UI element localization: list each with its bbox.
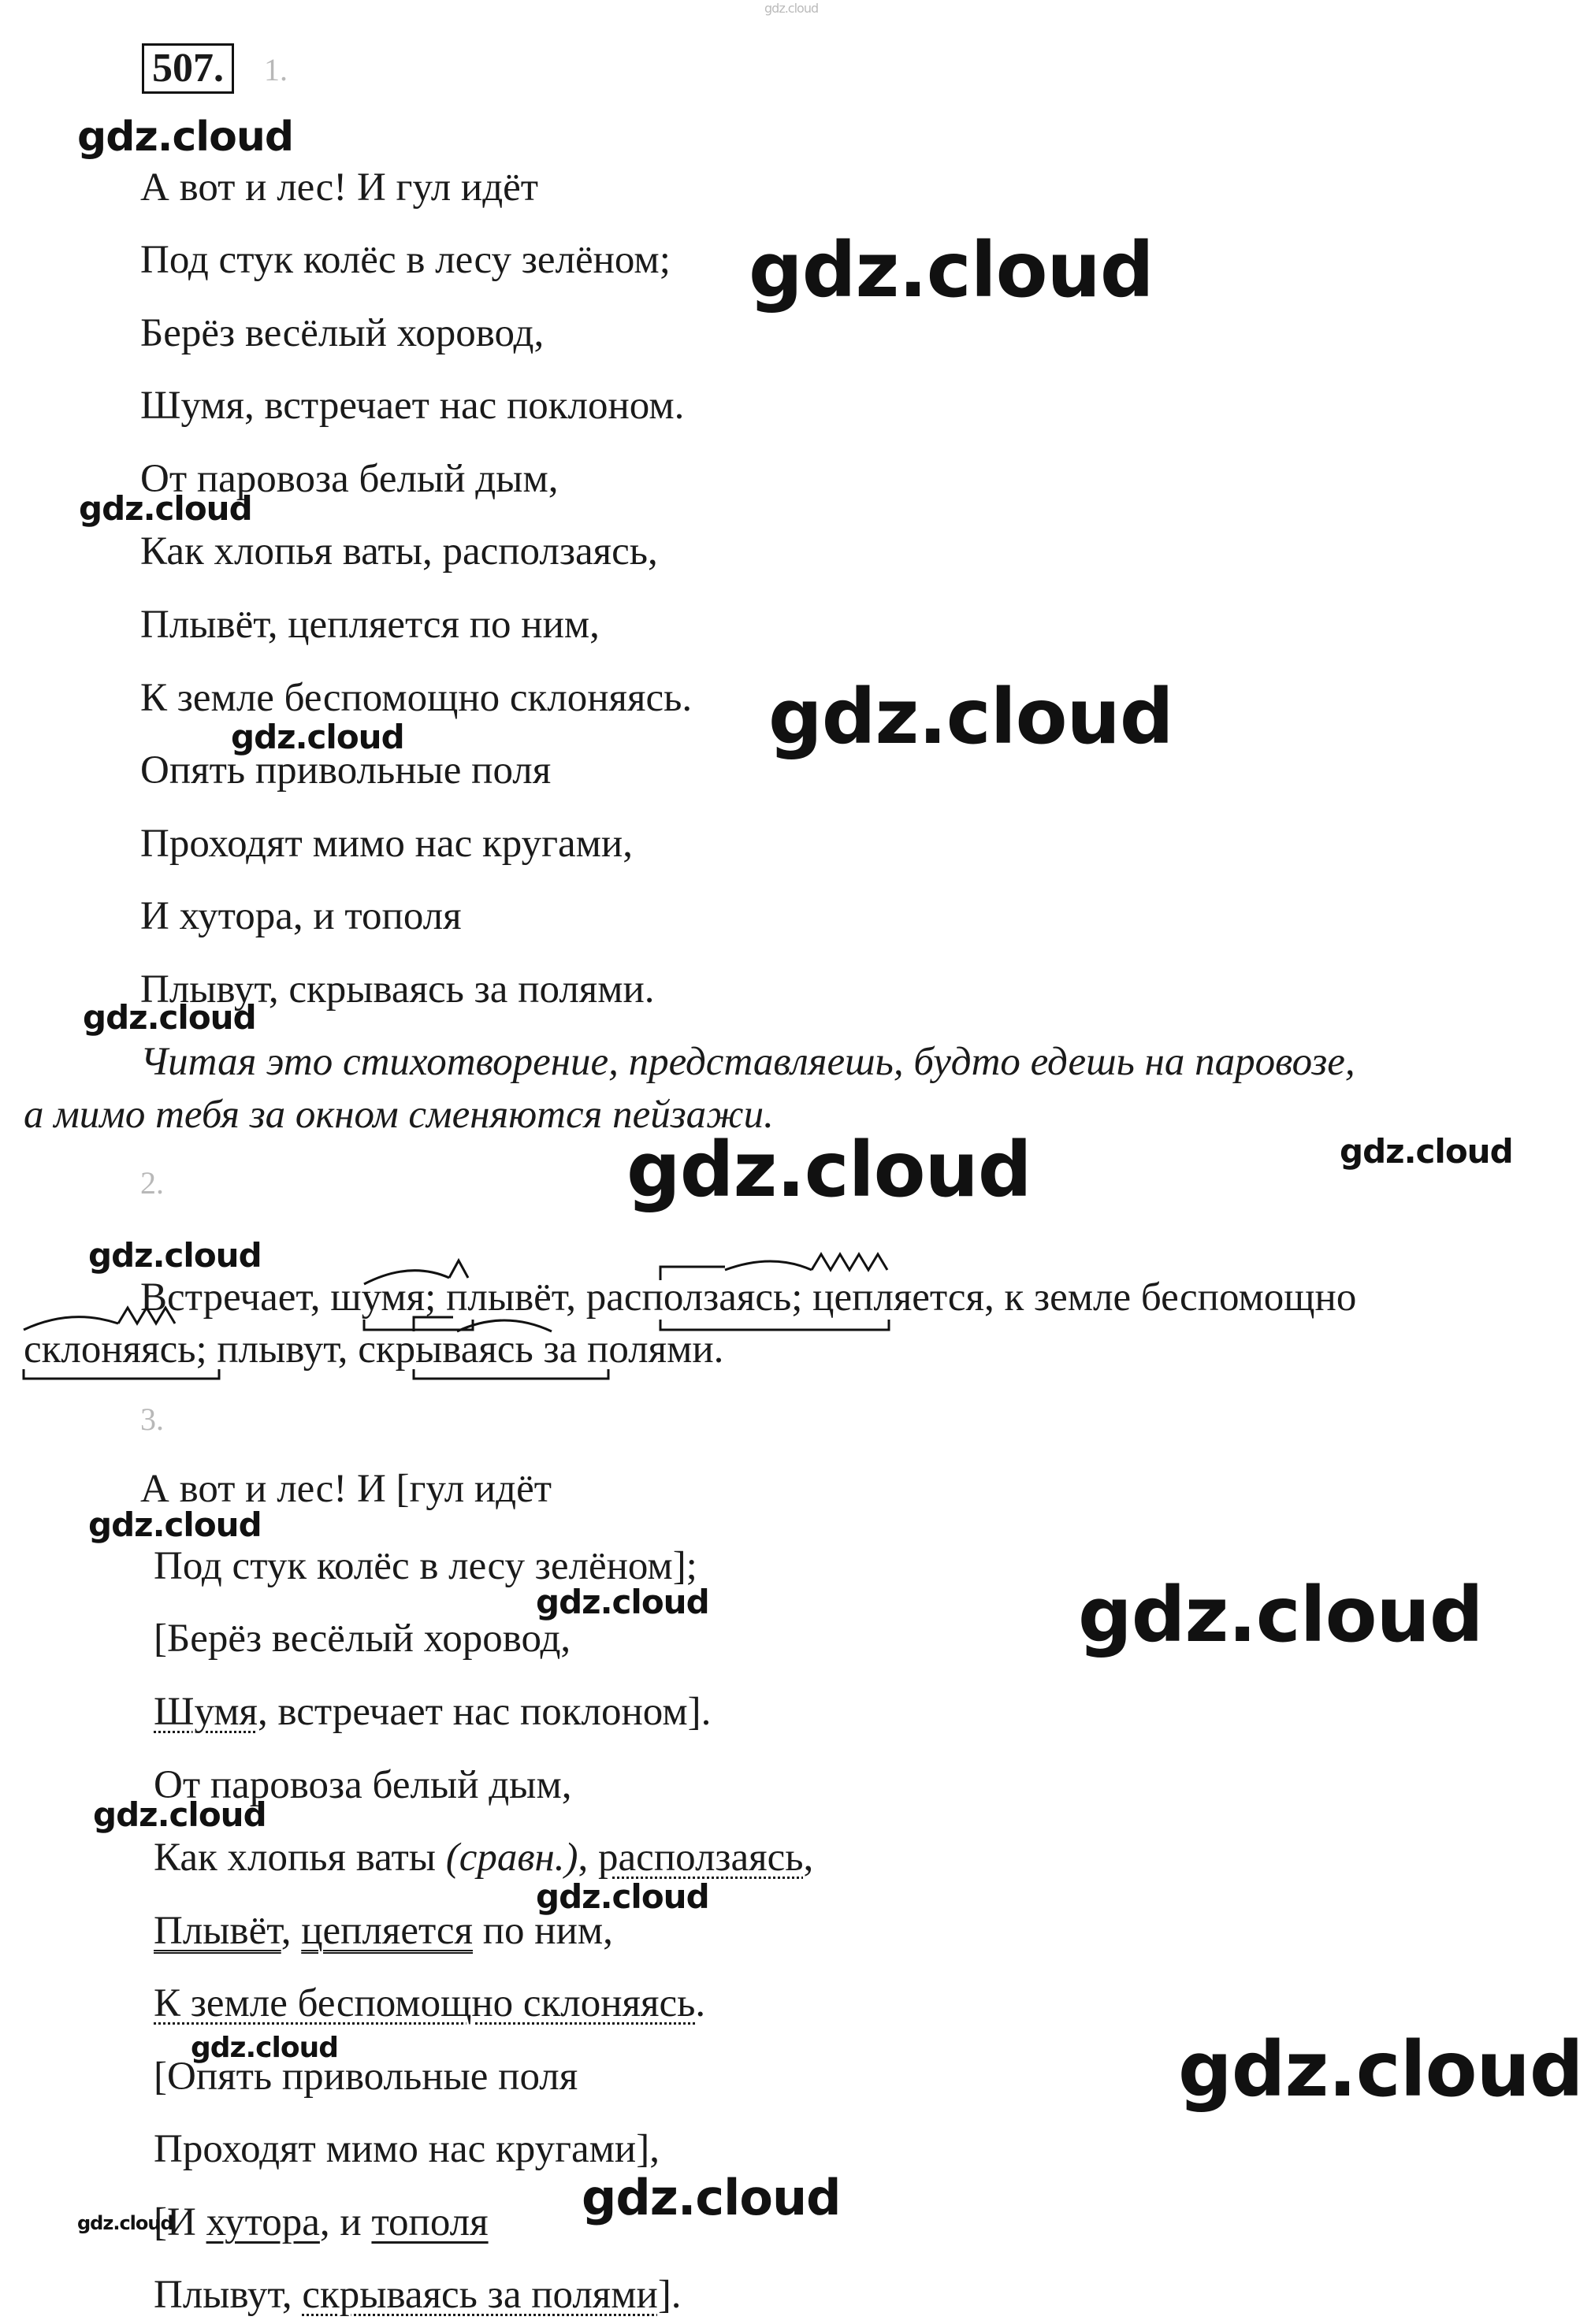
s3-adverbial-participle: расползаясь (598, 1836, 804, 1880)
s2-text: ; плывут, (195, 1327, 359, 1372)
watermark: gdz.cloud (83, 998, 256, 1037)
watermark: gdz.cloud (1078, 1571, 1483, 1659)
s3-line: А вот и лес! И [гул идёт (140, 1467, 552, 1511)
poem-line: Проходят мимо нас кругами, (140, 822, 633, 866)
section-number-2: 2. (140, 1165, 164, 1201)
s3-text: , встречает нас поклоном]. (258, 1690, 712, 1734)
watermark: gdz.cloud (88, 1236, 262, 1275)
s3-text: , и (319, 2200, 372, 2244)
root-arc (364, 1271, 449, 1284)
s3-subject: хутора (206, 2200, 320, 2244)
root-arc (24, 1317, 118, 1330)
s2-participle-raspolzayas: расползаясь (585, 1275, 792, 1320)
s3-line: Под стук колёс в лесу зелёном]; (154, 1544, 697, 1588)
poem-line: Шумя, встречает нас поклоном. (140, 384, 685, 428)
s3-line: Проходят мимо нас кругами], (154, 2127, 660, 2171)
s2-participle-skryvayas: скрываясь (358, 1327, 533, 1372)
s3-line (154, 1980, 705, 2027)
poem-line: Под стук колёс в лесу зелёном; (140, 238, 671, 282)
watermark: gdz.cloud (88, 1505, 262, 1544)
watermark: gdz.cloud (1340, 1132, 1513, 1171)
s3-line (154, 1834, 813, 1881)
s3-text: , (803, 1836, 814, 1880)
s3-comparison-note: (сравн.) (445, 1836, 578, 1880)
suffix-caret (449, 1260, 468, 1278)
poem-line: К земле беспомощно склоняясь. (140, 676, 693, 720)
s3-text: , (578, 1836, 599, 1880)
poem-line: Берёз весёлый хоровод, (140, 311, 545, 355)
s3-line: [Опять привольные поля (154, 2055, 578, 2099)
s2-participle-sklonyayas: склоняясь (24, 1327, 196, 1372)
commentary-line: Читая это стихотворение, представляешь, будто едешь на паровозе, (140, 1040, 1355, 1084)
s3-text: по ним, (473, 1909, 613, 1953)
watermark: gdz.cloud (536, 1877, 709, 1916)
s3-text: ]. (657, 2273, 682, 2317)
s3-adverbial-phrase: К земле беспомощно склоняясь (154, 1981, 696, 2025)
s3-predicate: Плывёт (154, 1909, 281, 1953)
s2-text: ; цепляется, к земле беспомощно (791, 1275, 1357, 1320)
ending-box (414, 1369, 608, 1379)
watermark: gdz.cloud (626, 1126, 1032, 1214)
s3-text: . (695, 1981, 706, 2025)
s3-line: От паровоза белый дым, (154, 1763, 572, 1807)
watermark: gdz.cloud (231, 718, 404, 756)
root-arc (725, 1261, 812, 1270)
poem-line: От паровоза белый дым, (140, 457, 559, 501)
watermark: gdz.cloud (79, 489, 252, 528)
watermark: gdz.cloud (77, 113, 294, 161)
poem-line: Как хлопья ваты, расползаясь, (140, 529, 658, 574)
s3-text: Плывут, (154, 2273, 303, 2317)
watermark: gdz.cloud (1178, 2025, 1583, 2114)
watermark: gdz.cloud (582, 2169, 841, 2226)
exercise-number: 507. (142, 43, 234, 94)
watermark: gdz.cloud (768, 673, 1173, 761)
ending-box (364, 1320, 473, 1330)
poem-line: И хутора, и тополя (140, 894, 462, 938)
watermark: gdz.cloud (191, 2032, 338, 2064)
prefix-mark (660, 1267, 725, 1280)
watermark: gdz.cloud (749, 226, 1154, 314)
s3-predicate: цепляется (301, 1909, 473, 1953)
poem-line: Плывёт, цепляется по ним, (140, 603, 600, 647)
watermark: gdz.cloud (536, 1583, 709, 1621)
s3-line (154, 2199, 489, 2246)
s2-text: за полями. (533, 1327, 724, 1372)
s3-line (154, 2271, 682, 2318)
s3-text: , (281, 1909, 302, 1953)
poem-line: Опять привольные поля (140, 748, 552, 793)
ending-box (660, 1320, 889, 1330)
watermark: gdz.cloud (93, 1795, 266, 1834)
s3-adverbial-phrase: скрываясь за полями (302, 2273, 658, 2317)
s3-line: [Берёз весёлый хоровод, (154, 1617, 571, 1661)
poem-line: Плывут, скрываясь за полями. (140, 967, 655, 1012)
suffix-caret (812, 1254, 887, 1270)
s3-text: [И (154, 2200, 206, 2244)
ending-box (24, 1369, 219, 1379)
s3-line (154, 1688, 711, 1736)
poem-line: А вот и лес! И гул идёт (140, 165, 539, 210)
s2-text: Встречает, (140, 1275, 331, 1320)
s3-adverbial-participle: Шумя (154, 1690, 258, 1734)
s2-participle-shumya: шумя (330, 1275, 426, 1320)
suffix-caret (118, 1308, 175, 1323)
watermark: gdz.cloud (77, 2212, 173, 2234)
section-number-1: 1. (264, 52, 288, 87)
commentary-line: а мимо тебя за окном сменяются пейзажи. (24, 1093, 774, 1137)
section-number-3: 3. (140, 1401, 164, 1437)
s3-text: Как хлопья ваты (154, 1836, 446, 1880)
s2-text: ; плывёт, (425, 1275, 586, 1320)
s3-subject: тополя (371, 2200, 489, 2244)
watermark-top: gdz.cloud (764, 1, 819, 16)
